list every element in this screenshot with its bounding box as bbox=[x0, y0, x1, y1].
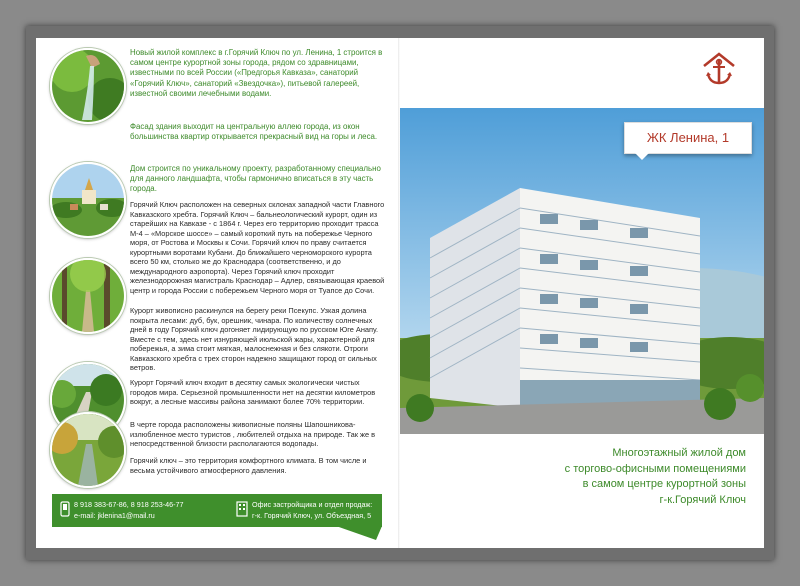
office-address: г-к. Горячий Ключ, ул. Объездная, 5 bbox=[252, 511, 372, 520]
anchor-house-logo bbox=[700, 50, 738, 93]
intro-text: Новый жилой комплекс в г.Горячий Ключ по ул. Ленина, 1 строится в самом центре курортной зоны города, рядом со здравницами, известными по всей России («Предгорья Кавказа», санаторий «Горячий Ключ», санаторий «Звездочка»), питьевой галереей, известной своими лечебными водами. bbox=[130, 48, 383, 98]
contact-bar bbox=[52, 494, 382, 527]
contact-phones[interactable]: 8 918 383-67-86, 8 918 253-46-77 bbox=[74, 500, 184, 509]
desc-line-2: с торгово-офисными помещениями bbox=[564, 462, 746, 475]
building-render bbox=[400, 108, 764, 434]
contact-bar-tail bbox=[336, 526, 382, 540]
town-church-photo bbox=[50, 162, 126, 238]
brochure-spread bbox=[36, 38, 764, 548]
project-text: Дом строится по уникальному проекту, разработанному специально для данного ландшафта, чтобы гармонично вписаться в эту часть города. bbox=[130, 164, 381, 194]
project-description bbox=[456, 446, 746, 508]
desc-line-4: г-к.Горячий Ключ bbox=[659, 493, 746, 506]
location-text: Горячий Ключ расположен на северных склонах западной части Главного Кавказского хребта. Горячий Ключ – бальнеологический курорт, один из старейших на Кавказе - с 1864 г. Через его территорию проходит трасса М-4 – «Морское шоссе» – самый короткий путь на побережье Черного моря, от Ростова и Москвы к Сочи. Горячий ключ по праву считается курортными воротами Кубани. До ближайшего черноморского курорта всего 50 км, столько же до Краснодара (соответственно, и до международного аэропорта). Через Горячий ключ проходит железнодорожная магистраль Краснодар – Адлер, связывающая краевой центр и города России с побережьем Черного моря от Туапсе до Сочи. bbox=[130, 200, 385, 295]
nature-text: Курорт живописно раскинулся на берегу реки Псекупс. Узкая долина покрыта лесами: дуб, бук, орешник, чинара. По количеству солнечных дней в году Горячий ключ догоняет лидирующую по русском Юге Анапу. Вместе с тем, здесь нет изнуряющей июльской жары, характерной для побережья, а зима стоит мягкая, малоснежная и без слякоти. Отроги Кавказского хребта с трех сторон надежно защищают город от сильных ветров. bbox=[130, 306, 379, 372]
desc-line-3: в самом центре курортной зоны bbox=[582, 478, 746, 490]
contact-email[interactable]: e-mail: jklenina1@mail.ru bbox=[74, 511, 155, 520]
climate-text: Горячий ключ – это территория комфортного климата. В том числе и весьма устойчивого атмосферного давления. bbox=[130, 456, 367, 475]
river-photo bbox=[50, 412, 126, 488]
facade-text: Фасад здания выходит на центральную аллею города, из окон большинства квартир открывается прекрасный вид на горы и леса. bbox=[130, 122, 378, 142]
ecology-text: Курорт Горячий ключ входит в десятку самых экологически чистых городов мира. Серьезной промышленности нет на десятки километров вокруг, а лесные массивы района занимают более 70% территории. bbox=[130, 378, 376, 406]
forest-path-photo bbox=[50, 258, 126, 334]
office-title: Офис застройщика и отдел продаж: bbox=[252, 500, 373, 509]
project-badge: ЖК Ленина, 1 bbox=[624, 122, 752, 154]
office-building-icon bbox=[236, 501, 248, 522]
phone-icon bbox=[60, 501, 70, 522]
rest-text: В черте города расположены живописные поляны Шапошникова- излюбленное место туристов , любителей отдыха на природе. Так же в непосредственной близости располагаются водопады. bbox=[130, 420, 376, 448]
desc-line-1: Многоэтажный жилой дом bbox=[612, 447, 746, 459]
mineral-water-photo bbox=[50, 48, 126, 124]
